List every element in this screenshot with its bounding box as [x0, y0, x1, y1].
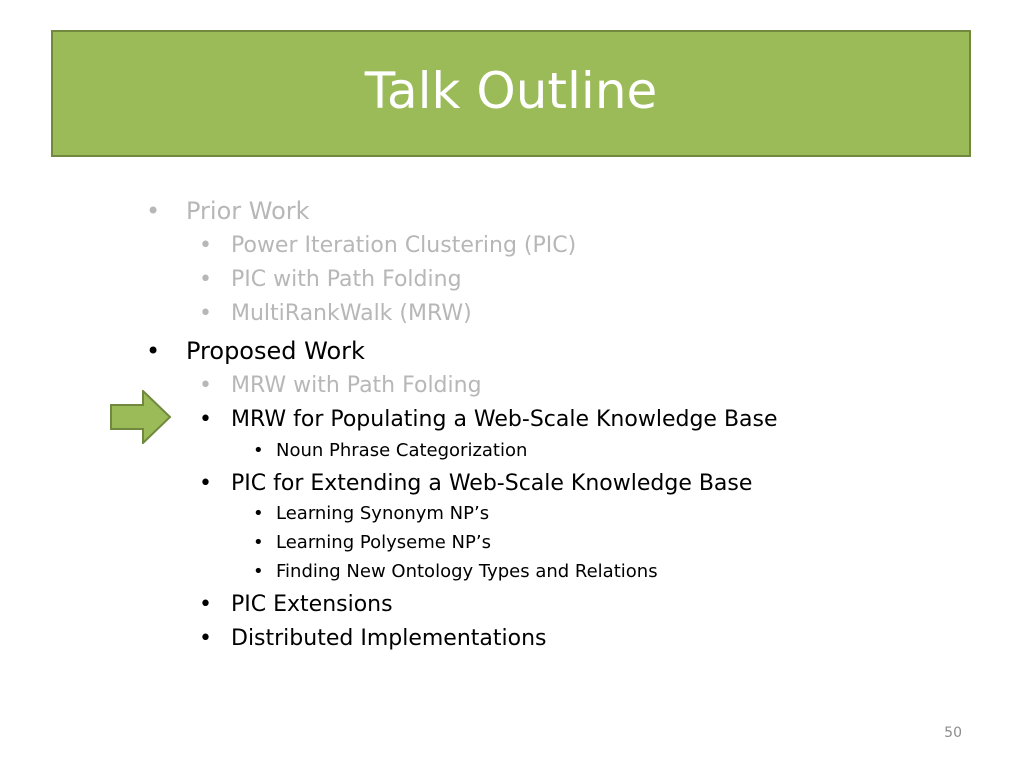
outline-item-np-categorization: [253, 440, 528, 461]
bullet-point: •: [199, 233, 212, 258]
outline-item-text: Finding New Ontology Types and Relations: [276, 561, 658, 582]
outline-item-text: Learning Synonym NP’s: [276, 503, 490, 524]
bullet-point: •: [253, 532, 264, 553]
outline-item-text: MRW with Path Folding: [231, 373, 482, 398]
outline-item-pic-extensions: [199, 592, 393, 617]
bullet-point: •: [146, 197, 161, 225]
outline-item-mrw-path-folding: [199, 373, 482, 398]
outline-item-text: PIC with Path Folding: [231, 267, 462, 292]
bullet-point: •: [199, 301, 212, 326]
bullet-point: •: [253, 561, 264, 582]
bullet-point: •: [199, 471, 212, 496]
outline-item-text: Power Iteration Clustering (PIC): [231, 233, 577, 258]
page-number: 50: [944, 725, 962, 741]
bullet-point: •: [199, 626, 212, 651]
bullet-point: •: [253, 440, 264, 461]
outline-item-ontology-types: [253, 561, 658, 582]
outline-item-distributed: [199, 626, 547, 651]
bullet-point: •: [199, 592, 212, 617]
outline-item-mrw: [199, 301, 472, 326]
outline-item-text: Learning Polyseme NP’s: [276, 532, 491, 553]
bullet-point: •: [253, 503, 264, 524]
bullet-point: •: [199, 407, 212, 432]
bullet-point: •: [146, 337, 161, 365]
slide-title: Talk Outline: [364, 61, 658, 120]
bullet-point: •: [199, 373, 212, 398]
outline-item-pic: [199, 233, 577, 258]
outline-item-prior-work: [146, 197, 310, 225]
outline-item-pic-kb: [199, 471, 753, 496]
outline-item-mrw-kb: [199, 407, 778, 432]
outline-item-synonym-np: [253, 503, 490, 524]
outline-item-text: MRW for Populating a Web-Scale Knowledge Base: [231, 407, 778, 432]
outline-item-text: Proposed Work: [186, 337, 365, 365]
outline-item-text: Noun Phrase Categorization: [276, 440, 528, 461]
outline-item-text: MultiRankWalk (MRW): [231, 301, 472, 326]
outline-item-text: PIC for Extending a Web-Scale Knowledge Base: [231, 471, 753, 496]
outline-item-proposed-work: [146, 337, 365, 365]
outline-item-text: Prior Work: [186, 197, 310, 225]
outline-item-text: PIC Extensions: [231, 592, 393, 617]
outline-item-pic-path-folding: [199, 267, 462, 292]
outline-item-polyseme-np: [253, 532, 491, 553]
outline-item-text: Distributed Implementations: [231, 626, 547, 651]
bullet-point: •: [199, 267, 212, 292]
